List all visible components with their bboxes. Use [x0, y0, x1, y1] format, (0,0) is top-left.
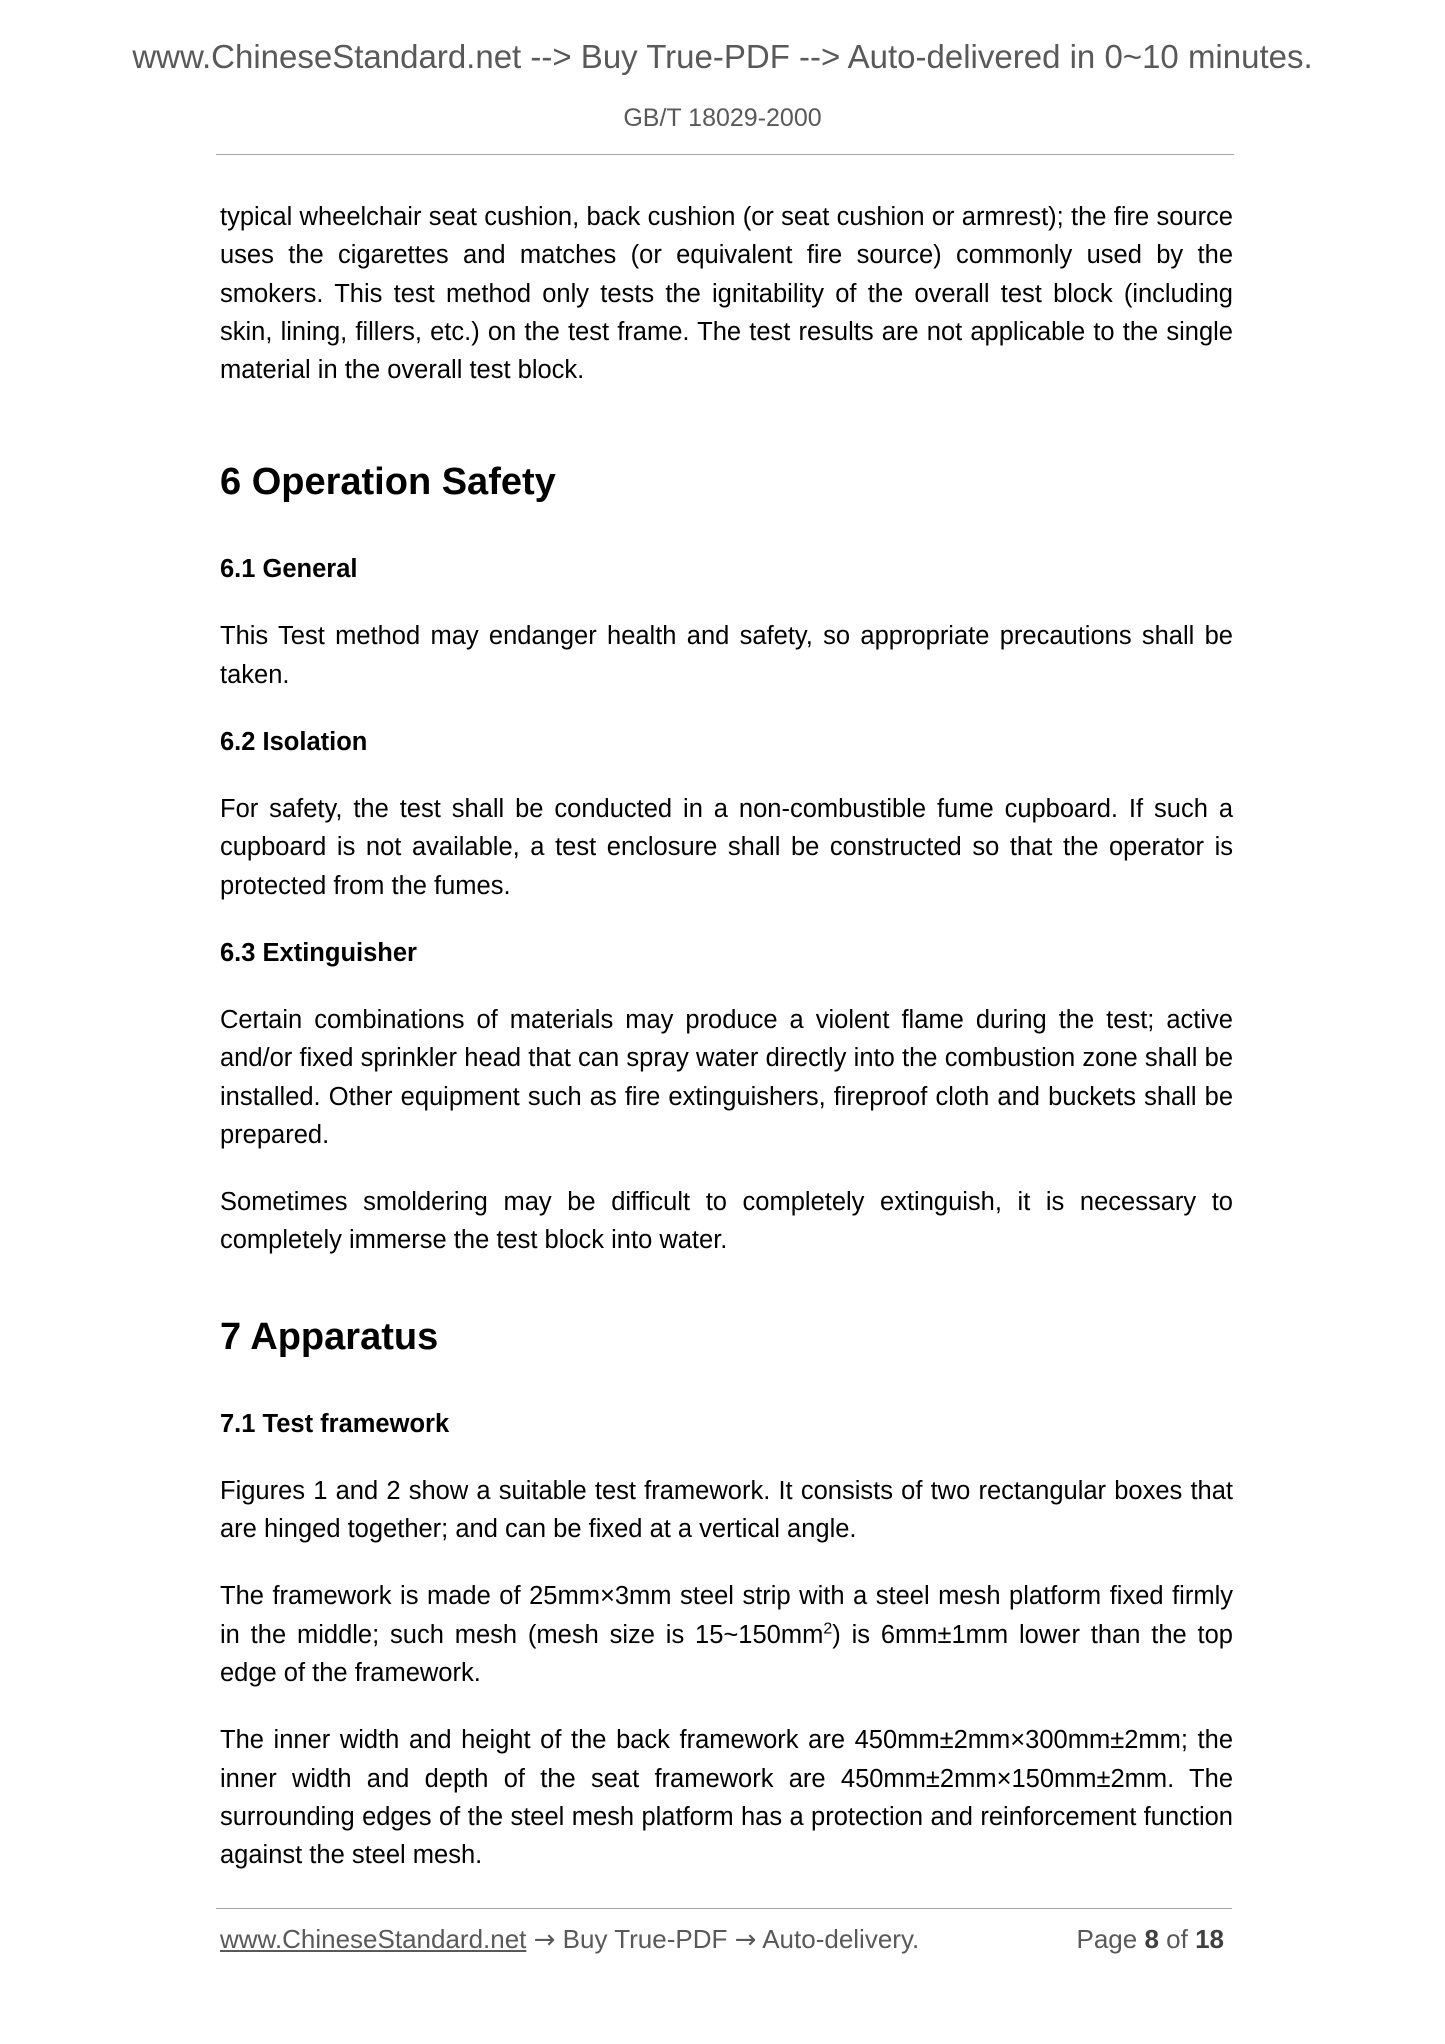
intro-paragraph: typical wheelchair seat cushion, back cushion (or seat cushion or armrest); the fire source uses the cigarettes and matches (or equivalent fire source) commonly used by the smokers. This test method only tests the ignitability of the overall test block (including skin, lining, fillers, etc.) on the test frame. The test results are not applicable to the single material in the overall test block.	[220, 203, 1233, 385]
page-current: 8	[1144, 1924, 1159, 1954]
footer-buy-text: Buy True-PDF	[562, 1924, 728, 1954]
arrow-right-icon: →	[734, 1925, 757, 1955]
section-7-1-paragraph-3: The inner width and height of the back framework are 450mm±2mm×300mm±2mm; the inner width and depth of the seat framework are 450mm±2mm×150mm±2mm. The surrounding edges of the steel mesh platform has a protection and reinforcement function against the steel mesh.	[220, 1726, 1233, 1870]
section-6-1-title: 6.1 General	[220, 555, 358, 584]
section-6-2-title: 6.2 Isolation	[220, 728, 368, 757]
page-footer	[220, 1924, 1232, 1955]
mesh-text-end: ) is 6mm±1mm lower than the top edge of the framework.	[220, 1620, 1233, 1687]
section-7-1-paragraph-2	[220, 1577, 1233, 1692]
header-divider	[216, 154, 1234, 155]
header-banner: www.ChineseStandard.net --> Buy True-PDF --> Auto-delivered in 0~10 minutes.	[132, 38, 1313, 75]
section-6-3-paragraph-2: Sometimes smoldering may be difficult to completely extinguish, it is necessary to completely immerse the test block into water.	[220, 1188, 1233, 1255]
section-6-1-paragraph: This Test method may endanger health and safety, so appropriate precautions shall be taken.	[220, 622, 1233, 689]
section-6-2-paragraph: For safety, the test shall be conducted in a non-combustible fume cupboard. If such a cupboard is not available, a test enclosure shall be constructed so that the operator is protected from the fumes.	[220, 795, 1233, 900]
standard-code: GB/T 18029-2000	[623, 104, 822, 132]
document-body	[220, 198, 1233, 1903]
section-6-title: 6 Operation Safety	[220, 461, 556, 504]
superscript-2: 2	[823, 1620, 833, 1638]
mesh-text-start: The framework is made of 25mm×3mm steel strip with a steel mesh platform fixed firmly in the middle; such mesh (mesh size is 15~150mm	[220, 1582, 1233, 1649]
arrow-right-icon: →	[533, 1925, 556, 1955]
section-7-title: 7 Apparatus	[220, 1315, 439, 1358]
section-7-1-paragraph-1: Figures 1 and 2 show a suitable test framework. It consists of two rectangular boxes that are hinged together; and can be fixed at a vertical angle.	[220, 1476, 1233, 1544]
footer-delivery-text: Auto-delivery.	[762, 1924, 920, 1954]
page-label: Page	[1076, 1924, 1138, 1954]
page-indicator	[1076, 1924, 1224, 1955]
section-6-3-paragraph-1: Certain combinations of materials may produce a violent flame during the test; active and/or fixed sprinkler head that can spray water directly into the combustion zone shall be installed. Other equipment such as fire extinguishers, fireproof cloth and buckets shall be prepared.	[220, 1005, 1233, 1149]
page-total: 18	[1195, 1924, 1224, 1954]
footer-site-link[interactable]: www.ChineseStandard.net	[220, 1924, 527, 1954]
section-6-3-title: 6.3 Extinguisher	[220, 938, 417, 967]
section-7-1-title: 7.1 Test framework	[220, 1409, 450, 1438]
page-of: of	[1166, 1924, 1188, 1954]
footer-divider	[216, 1908, 1232, 1909]
